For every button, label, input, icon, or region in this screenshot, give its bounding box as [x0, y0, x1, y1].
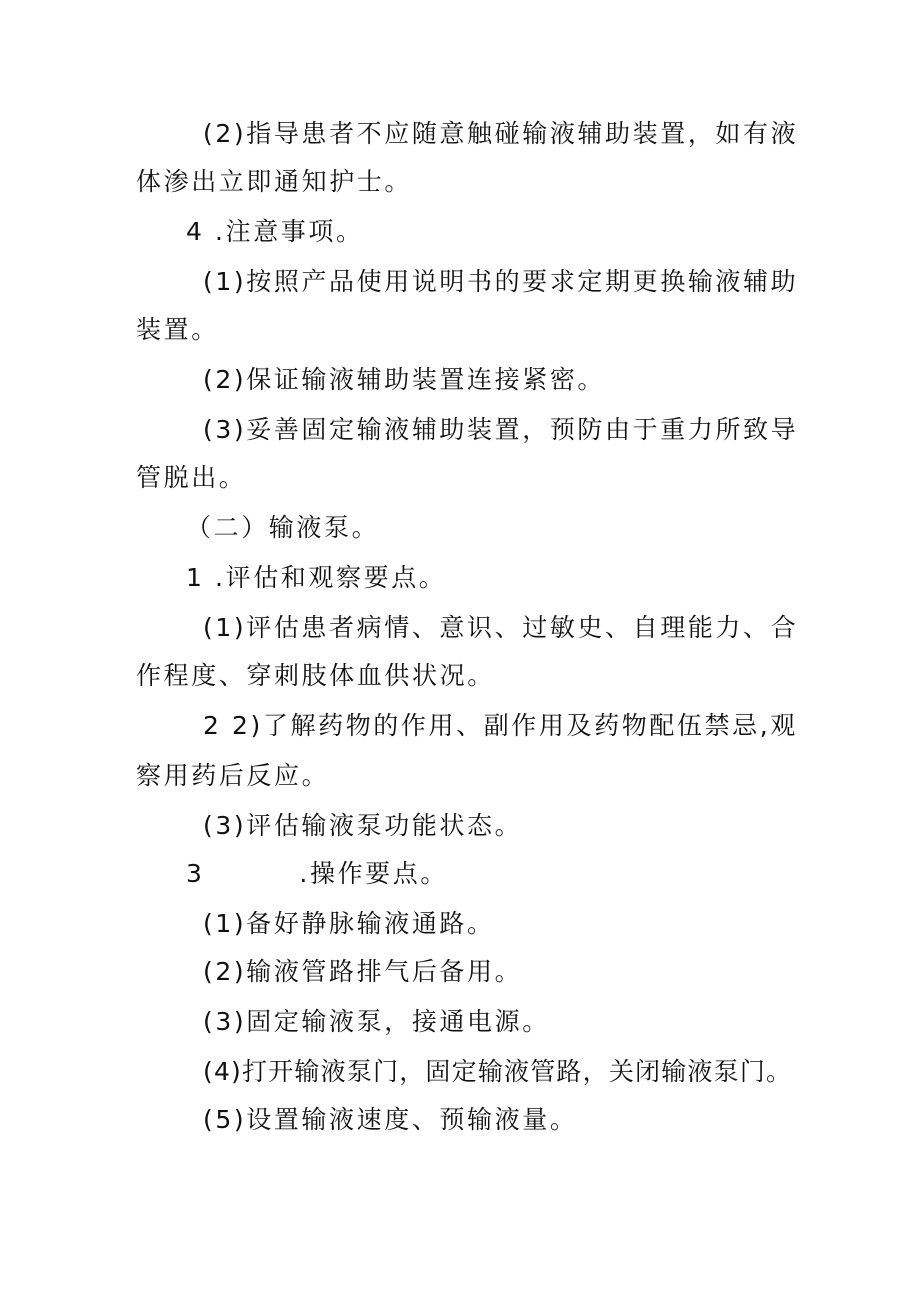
section-heading: 4 .注意事项。 [186, 217, 364, 246]
text-line: 装置。 [136, 315, 219, 344]
text-line: (1)按照产品使用说明书的要求定期更换输液辅助 [203, 267, 799, 296]
text-line: (3)固定输液泵，接通电源。 [203, 1007, 550, 1036]
text-line: 察用药后反应。 [136, 761, 330, 790]
text-line: 2 2)了解药物的作用、副作用及药物配伍禁忌,观 [203, 711, 798, 740]
text-line: 体渗出立即通知护士。 [136, 167, 413, 196]
text-line: (4)打开输液泵门，固定输液管路，关闭输液泵门。 [203, 1057, 793, 1086]
section-heading: 3 .操作要点。 [186, 859, 448, 888]
text-line: (3)评估输液泵功能状态。 [203, 811, 523, 840]
text-line: (2)输液管路排气后备用。 [203, 957, 523, 986]
section-heading: （二）输液泵。 [186, 513, 380, 542]
text-line: (2)保证输液辅助装置连接紧密。 [203, 365, 606, 394]
section-heading: 1 .评估和观察要点。 [186, 563, 447, 592]
text-line: (1)评估患者病情、意识、过敏史、自理能力、合 [203, 613, 799, 642]
text-line: 作程度、穿刺肢体血供状况。 [136, 661, 495, 690]
text-line: (1)备好静脉输液通路。 [203, 909, 495, 938]
text-line: (3)妥善固定输液辅助装置，预防由于重力所致导 [203, 415, 799, 444]
text-line: (2)指导患者不应随意触碰输液辅助装置，如有液 [203, 119, 799, 148]
text-line: 管脱出。 [136, 463, 247, 492]
text-line: (5)设置输液速度、预输液量。 [203, 1105, 578, 1134]
